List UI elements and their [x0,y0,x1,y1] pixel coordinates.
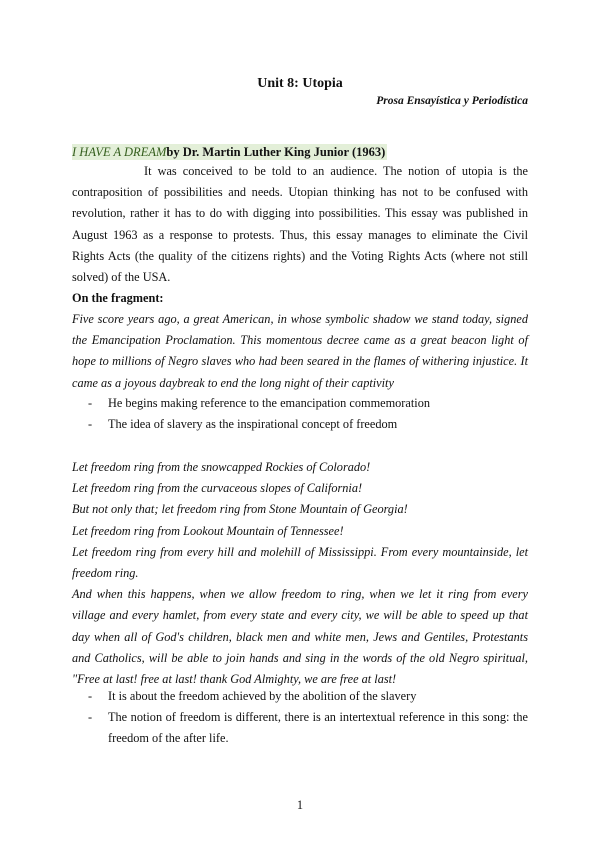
quote-line: Let freedom ring from every hill and molehill of Mississippi. From every mountainside, let freedom ring. [72,544,528,581]
essay-heading [72,144,387,160]
quote-line: Let freedom ring from the curvaceous slopes of California! [72,481,363,496]
list-item [72,414,528,435]
quote-line: Let freedom ring from Lookout Mountain of Tennessee! [72,523,344,538]
list-item [72,686,528,707]
bullet-dash: - [88,396,93,410]
page-title: Unit 8: Utopia [257,76,343,91]
document-page [72,0,528,848]
list-item-text: It is about the freedom achieved by the abolition of the slavery [108,689,417,703]
speech-quote-2 [72,457,528,690]
quote-line: Let freedom ring from the snowcapped Rockies of Colorado! [72,460,371,474]
list-item [72,393,528,414]
bullet-list-2 [72,686,528,750]
course-subtitle: Prosa Ensayística y Periodística [376,95,528,107]
bullet-list-1 [72,393,528,435]
list-item [72,707,528,749]
page-number: 1 [296,798,304,812]
essay-author: by Dr. Martin Luther King Junior (1963) [166,145,386,159]
quote-line: And when this happens, when we allow freedom to ring, when we let it ring from every village and every hamlet, from every state and every city, we will be able to speed up that day when all of God's children, black men and white men, Jews and Gentiles, Protestants and Catholics, will be able to join hands and sing in the words of the old Negro spiritual, "Free at last! free at last! thank God Almighty, we are free at last! [72,587,528,687]
speech-quote-1: Five score years ago, a great American, in whose symbolic shadow we stand today, signed the Emancipation Proclamation. This momentous decree came as a great beacon light of hope to millions of Negro slaves who had been seared in the flames of withering injustice. It came as a joyous daybreak to end the long night of their captivity [72,312,528,390]
list-item-text: He begins making reference to the emancipation commemoration [108,396,430,410]
essay-title: I HAVE A DREAM [72,145,167,159]
bullet-dash: - [88,710,93,725]
list-item-text: The notion of freedom is different, there is an intertextual reference in this song: the freedom of the after life. [108,710,528,746]
intro-paragraph: It was conceived to be told to an audience. The notion of utopia is the contraposition of possibilities and needs. Utopian thinking has not to be confused with revolution, rather it has to do with digging into possibilities. This essay was published in August 1963 as a response to protests. Thus, this essay manages to eliminate the Civil Rights Acts (the quality of the citizens rights) and the Voting Rights Acts (where not still solved) of the USA. [72,164,528,285]
bullet-dash: - [88,689,93,703]
bullet-dash: - [88,417,93,432]
list-item-text: The idea of slavery as the inspirational concept of freedom [108,417,398,432]
quote-line: But not only that; let freedom ring from Stone Mountain of Georgia! [72,502,408,517]
fragment-heading: On the fragment: [72,291,164,305]
